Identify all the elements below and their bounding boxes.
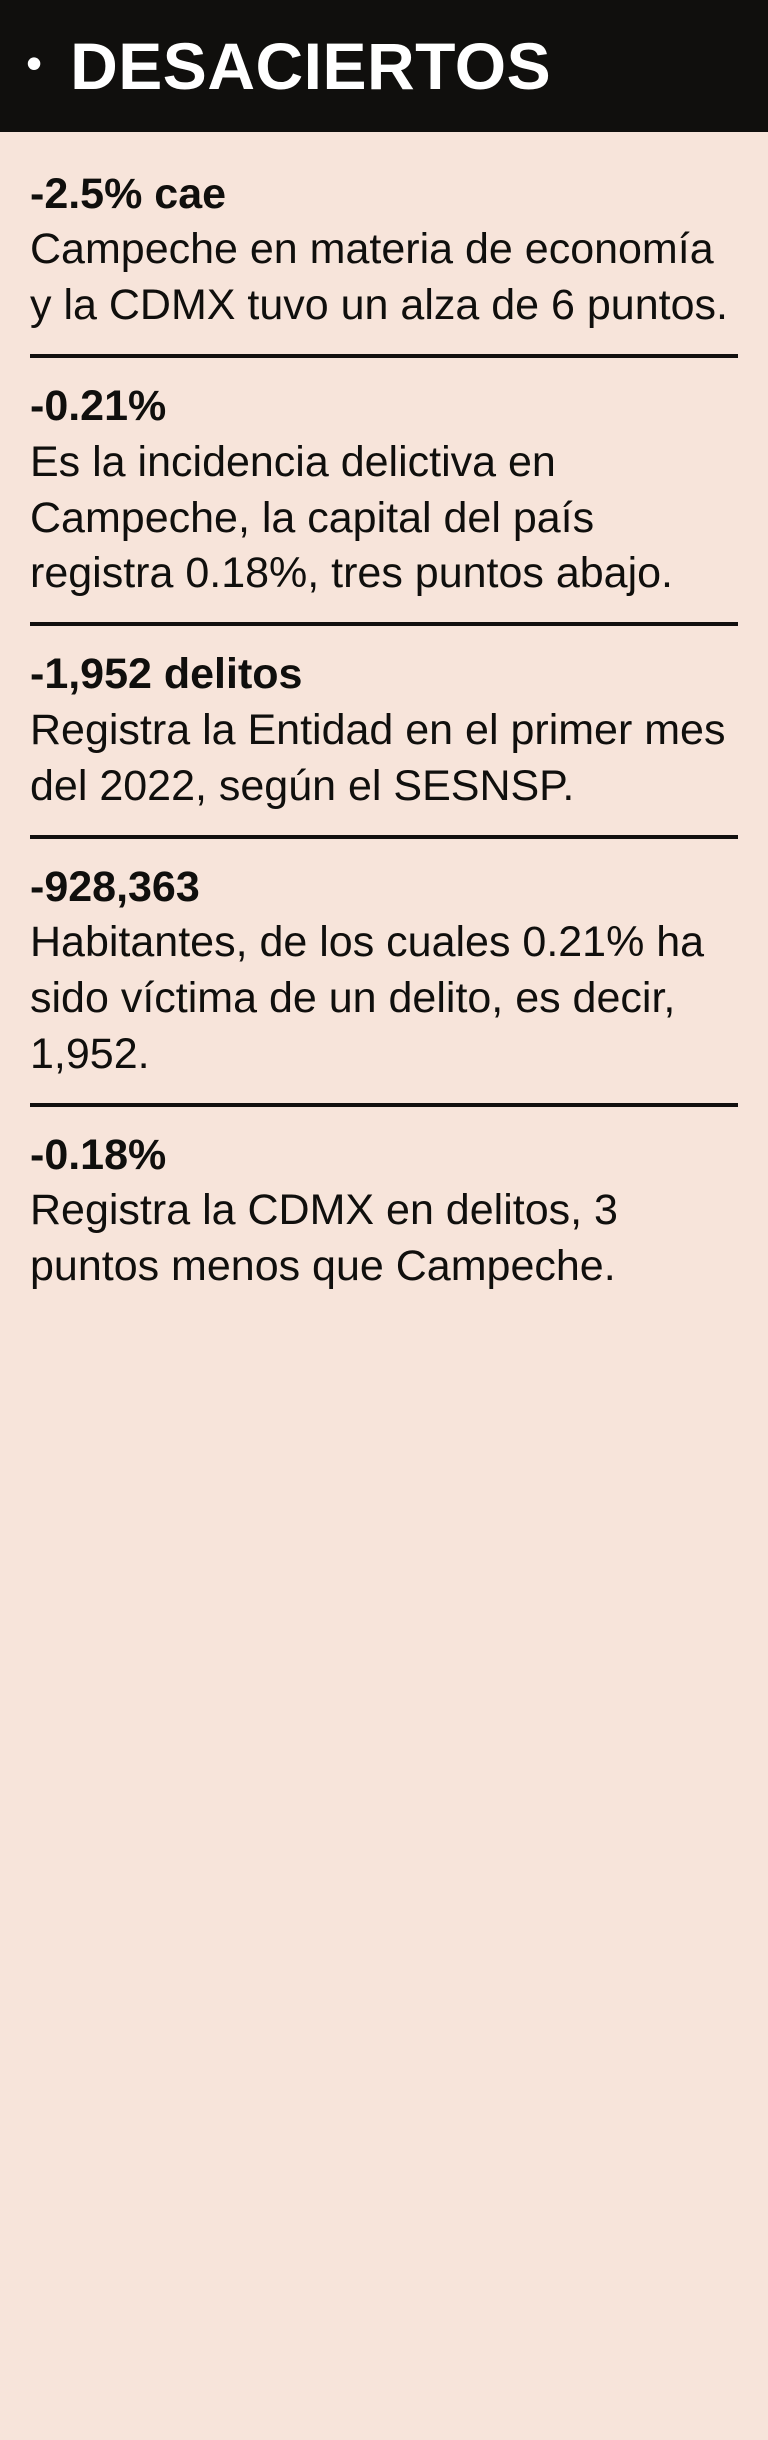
entry-value: -1,952 delitos: [30, 650, 303, 699]
entry-text: Registra la CDMX en delitos, 3 puntos menos que Campeche.: [30, 1186, 618, 1291]
entry-list: [0, 132, 768, 2440]
list-item: [30, 835, 738, 1103]
list-item: [30, 1103, 738, 1315]
entry-text: Campeche en materia de economía y la CDMX tuvo un alza de 6 puntos.: [30, 225, 728, 330]
list-item: [30, 354, 738, 622]
list-item: [30, 622, 738, 834]
entry-value: -2.5% cae: [30, 170, 227, 218]
entry-text: Es la incidencia delictiva en Campeche, la capital del país registra 0.18%, tres puntos abajo.: [30, 437, 673, 598]
page-title: DESACIERTOS: [70, 29, 552, 103]
entry-value: -928,363: [30, 862, 200, 911]
list-item: [30, 154, 738, 354]
entry-text: Habitantes, de los cuales 0.21% ha sido víctima de un delito, es decir, 1,952.: [30, 918, 705, 1078]
panel-header: [0, 0, 768, 132]
bullet-icon: •: [26, 37, 43, 89]
entry-text: Registra la Entidad en el primer mes del 2022, según el SESNSP.: [30, 705, 726, 810]
entry-value: -0.21%: [30, 382, 167, 431]
entry-value: -0.18%: [30, 1130, 167, 1179]
